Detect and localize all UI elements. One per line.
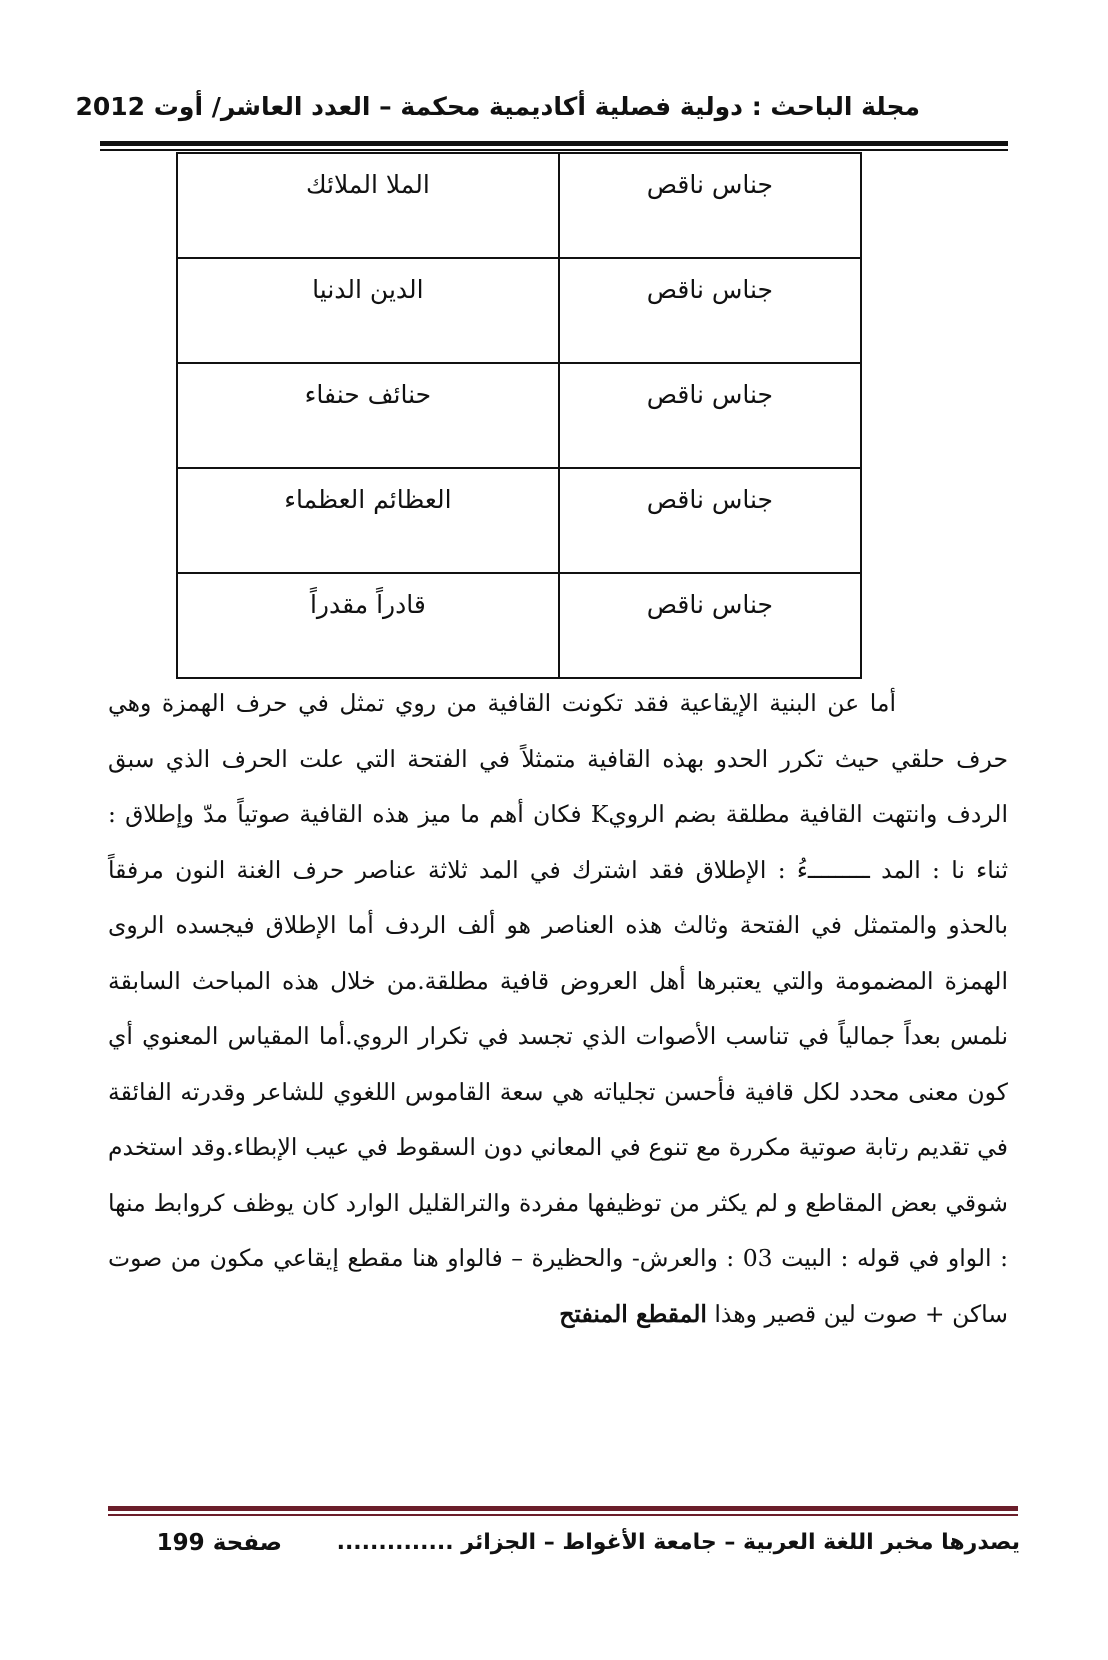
table-row <box>177 258 861 363</box>
cell-jinas-type: جناس ناقص <box>559 258 861 363</box>
header-rule-thin <box>100 149 1008 151</box>
jinas-table <box>176 152 862 679</box>
journal-header-title: مجلة الباحث : دولية فصلية أكاديمية محكمة – العدد العاشر/ أوت 2012 <box>75 92 920 121</box>
cell-jinas-words: الملا الملائك <box>177 153 559 258</box>
page-number-label: صفحة 199 <box>156 1530 282 1556</box>
footer-rule-thin <box>108 1514 1018 1516</box>
table-row <box>177 573 861 678</box>
body-paragraph-text: أما عن البنية الإيقاعية فقد تكونت القافية من روي تمثل في حرف الهمزة وهي حرف حلقي حيث تكرر الحدو بهذه القافية متمثلاً في الفتحة التي علت الحرف الذي سبق الردف وانتهت القافية مطلقة بضم الرويK فكان أهم ما ميز هذه القافية صوتياً مدّ وإطلاق : ثناء نا : المد ـــــــــءُ : الإطلاق فقد اشترك في المد ثلاثة عناصر حرف الغنة النون مرفقاً بالحذو والمتمثل في الفتحة وثالث هذه العناصر هو ألف الردف أما الإطلاق فيجسده الروى الهمزة المضمومة والتي يعتبرها أهل العروض قافية مطلقة.من خلال هذه المباحث السابقة نلمس بعداً جمالياً في تناسب الأصوات الذي تجسد في تكرار الروي.أما المقياس المعنوي أي كون معنى محدد لكل قافية فأحسن تجلياته هي سعة القاموس اللغوي للشاعر وقدرته الفائقة في تقديم رتابة صوتية مكررة مع تنوع في المعاني دون السقوط في عيب الإبطاء.وقد استخدم شوقي بعض المقاطع و لم يكثر من توظيفها مفردة والترالقليل الوارد كان يوظف كروابط منها : الواو في قوله : البيت 03 : والعرش- والحظيرة – فالواو هنا مقطع إيقاعي مكون من صوت ساكن + صوت لين قصير وهذا <box>108 689 1008 1328</box>
cell-jinas-words: الدين الدنيا <box>177 258 559 363</box>
cell-jinas-type: جناس ناقص <box>559 468 861 573</box>
table-row <box>177 468 861 573</box>
cell-jinas-words: قادراً مقدراً <box>177 573 559 678</box>
cell-jinas-type: جناس ناقص <box>559 363 861 468</box>
footer-rule-thick <box>108 1506 1018 1511</box>
body-paragraph <box>108 676 1008 1342</box>
cell-jinas-type: جناس ناقص <box>559 153 861 258</box>
body-bold-term: المقطع المنفتح <box>559 1299 707 1328</box>
cell-jinas-words: حنائف حنفاء <box>177 363 559 468</box>
footer-publisher-line: يصدرها مخبر اللغة العربية – جامعة الأغواط – الجزائر .............. <box>336 1530 1020 1555</box>
cell-jinas-words: العظائم العظماء <box>177 468 559 573</box>
cell-jinas-type: جناس ناقص <box>559 573 861 678</box>
header-rule-thick <box>100 141 1008 146</box>
table-row <box>177 363 861 468</box>
table-row <box>177 153 861 258</box>
